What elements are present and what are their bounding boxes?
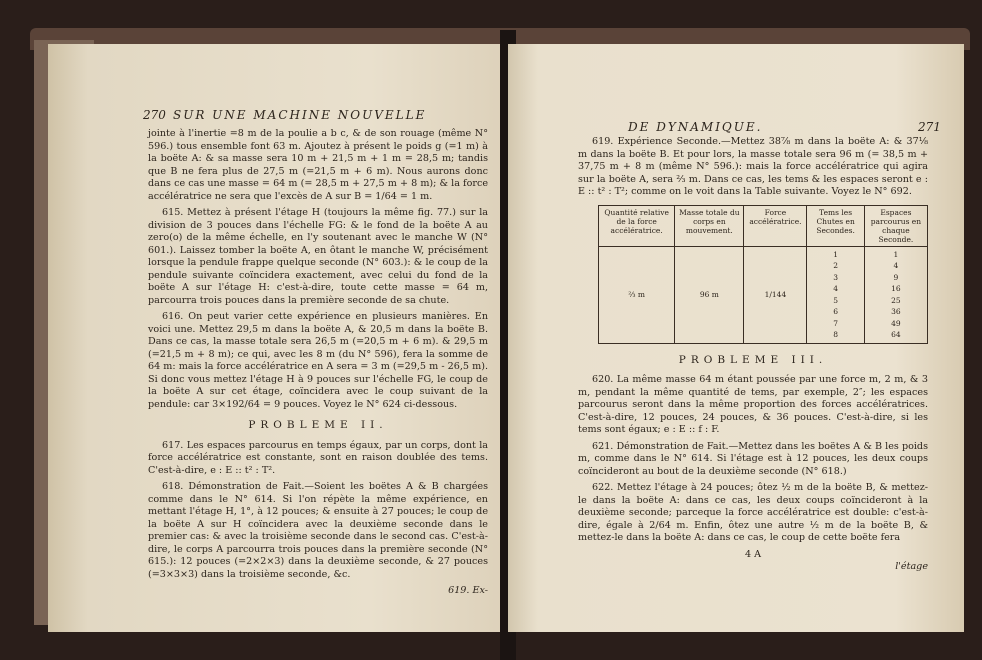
left-text-block bbox=[148, 128, 488, 602]
running-head-right: DE DYNAMIQUE. bbox=[628, 120, 763, 134]
table-cell: 8 bbox=[833, 330, 838, 339]
table-cell: 9 bbox=[893, 272, 899, 282]
table-column-tems bbox=[807, 246, 864, 343]
experiment-table bbox=[598, 205, 928, 344]
table-header: Masse totale du corps en mouvement. bbox=[675, 205, 744, 246]
table-cell: 4 bbox=[893, 261, 899, 270]
table-cell: 6 bbox=[833, 307, 838, 316]
table-header: Force accélératrice. bbox=[744, 205, 807, 246]
table-cell: 36 bbox=[891, 307, 901, 316]
heading-probleme-iii: PROBLEME III. bbox=[678, 353, 828, 366]
heading-probleme-ii: PROBLEME II. bbox=[248, 419, 388, 431]
paragraph-618: 618. Démonstration de Fait.—Soient les boëtes A & B chargées comme dans le N° 614. Si l'on répète la même expérience, en mettant l'étage H, 1°, à 12 pouces; & ensuite à 27 pouces; le coup de la boëte A sur H coïncidera avec la deuxième seconde dans le premier cas: & avec la troisième seconde dans le second cas. C'est-à-dire, le corps A parcourra trois pouces dans la première seconde (N° 615.): 12 pouces (=2×2×3) dans la deuxième seconde, & 27 pouces (=3×3×3) dans la troisième seconde, &c. bbox=[148, 481, 488, 580]
right-text-block bbox=[578, 136, 928, 578]
right-page bbox=[508, 44, 964, 632]
paragraph-617: 617. Les espaces parcourus en temps égaux, par un corps, dont la force accélératrice est constante, sont en raison doublée des tems. C'est-à-dire, e : E :: t² : T². bbox=[148, 439, 488, 476]
table-header: Tems les Chutes en Secondes. bbox=[807, 205, 864, 246]
table-cell-ratio: 1/144 bbox=[744, 246, 807, 343]
signature-mark: 4 A bbox=[744, 548, 762, 560]
paragraph-622: 622. Mettez l'étage à 24 pouces; ôtez ½ m de la boëte B, & mettez-le dans la boëte A: dans ce cas, les deux coups coïncideront à la deuxième seconde; parceque la force accélératrice est double: c'est-à-dire, égale à 2/64 m. Enfin, ôtez une autre ½ m de la boëte B, & mettez-le dans la boëte A: dans ce cas, le coup de cette boëte fera bbox=[578, 482, 928, 543]
table-cell: 2 bbox=[833, 261, 838, 270]
paragraph-615: 615. Mettez à présent l'étage H (toujours la même fig. 77.) sur la division de 3 pouces dans l'échelle FG: & le fond de la boëte A au zero(o) de la même échelle, en l'y soutenant avec le manche W (N° 601.). Laissez tomber la boëte A, en ôtant le manche W, précisément lorsque la pendule frappe quelque seconde (N° 603.): & le coup de la pendule suivante coïncidera exactement, avec celui du fond de la boëte A sur l'étage H: c'est-à-dire, toute cette masse = 64 m, parcourra trois pouces dans la première seconde de sa chute. bbox=[148, 207, 488, 306]
table-header: Espaces parcourus en chaque Seconde. bbox=[864, 205, 927, 246]
table-cell: 25 bbox=[891, 295, 901, 305]
table-cell: 5 bbox=[833, 295, 838, 305]
paragraph-621: 621. Démonstration de Fait.—Mettez dans les boëtes A & B les poids m, comme dans le N° 614. Si l'étage est à 12 pouces, les deux coups coïncideront au bout de la deuxième seconde (N° 618.) bbox=[578, 440, 928, 477]
table-cell: 64 bbox=[891, 330, 901, 339]
table-cell-masse: 96 m bbox=[675, 246, 744, 343]
paragraph-614-cont: jointe à l'inertie =8 m de la poulie a b c, & de son rouage (même N° 596.) tous ensemble font 63 m. Ajoutez à présent le poids g (=1 m) à la boëte A: & sa masse sera 10 m + 21,5 m + 1 m = 28,5 m; tandis que B ne fera plus de 27,5 m (=21,5 m + 6 m). Nous aurons donc dans ce cas une masse = 64 m (= 28,5 m + 27,5 m + 8 m); & la force accélératrice ne sera que l'excès de A sur B = 1/64 = 1 m. bbox=[148, 128, 488, 202]
paragraph-616: 616. On peut varier cette expérience en plusieurs manières. En voici une. Mettez 29,5 m dans la boëte A, & 20,5 m dans la boëte B. Dans ce cas, la masse totale sera 26,5 m (=20,5 m + 6 m). & 29,5 m (=21,5 m + 8 m); ce qui, avec les 8 m (du N° 596), fera la somme de 64 m: mais la force accélératrice en A sera = 3 m (=29,5 m - 26,5 m). Si donc vous mettez l'étage H à 9 pouces sur l'échelle FG, le coup de la boëte A sur cet étage, coïncidera avec le coup suivant de la pendule: car 3×192/64 = 9 pouces. Voyez le N° 624 ci-dessous. bbox=[148, 311, 488, 410]
table-cell: 16 bbox=[891, 284, 901, 293]
catchword-right: l'étage bbox=[895, 561, 928, 572]
page-number-left: 270 bbox=[143, 108, 166, 122]
page-number-right: 271 bbox=[918, 120, 941, 134]
catchword-left: 619. Ex- bbox=[448, 585, 488, 596]
left-page bbox=[48, 44, 508, 632]
table-cell: 1 bbox=[893, 249, 899, 259]
table-cell: 4 bbox=[833, 284, 838, 293]
paragraph-620: 620. La même masse 64 m étant poussée par une force m, 2 m, & 3 m, pendant la même quantité de tems, par exemple, 2″; les espaces parcourus seront dans la même proportion des forces accélératrices. C'est-à-dire, 12 pouces, 24 pouces, & 36 pouces. C'est-à-dire, si les tems sont égaux; e : E :: f : F. bbox=[578, 374, 928, 435]
table-cell: 49 bbox=[891, 318, 901, 328]
table-cell: 1 bbox=[833, 249, 838, 259]
table-cell: 7 bbox=[833, 318, 838, 328]
paragraph-619: 619. Expérience Seconde.—Mettez 38⅞ m dans la boëte A: & 37⅛ m dans la boëte B. Et pour lors, la masse totale sera 96 m (= 38,5 m + 37,75 m + 8 m (même N° 596.): mais la force accélératrice qui agira sur la boëte A, sera ⅔ m. Dans ce cas, les tems & les espaces seront e : E :: t² : T²; comme on le voit dans la Table suivante. Voyez le N° 692. bbox=[578, 136, 928, 197]
table-cell-force: ⅔ m bbox=[599, 246, 675, 343]
table-header: Quantité relative de la force accélératrice. bbox=[599, 205, 675, 246]
table-cell: 3 bbox=[833, 272, 838, 282]
table-column-espaces bbox=[864, 246, 927, 343]
running-head-left: SUR UNE MACHINE NOUVELLE bbox=[173, 108, 427, 122]
